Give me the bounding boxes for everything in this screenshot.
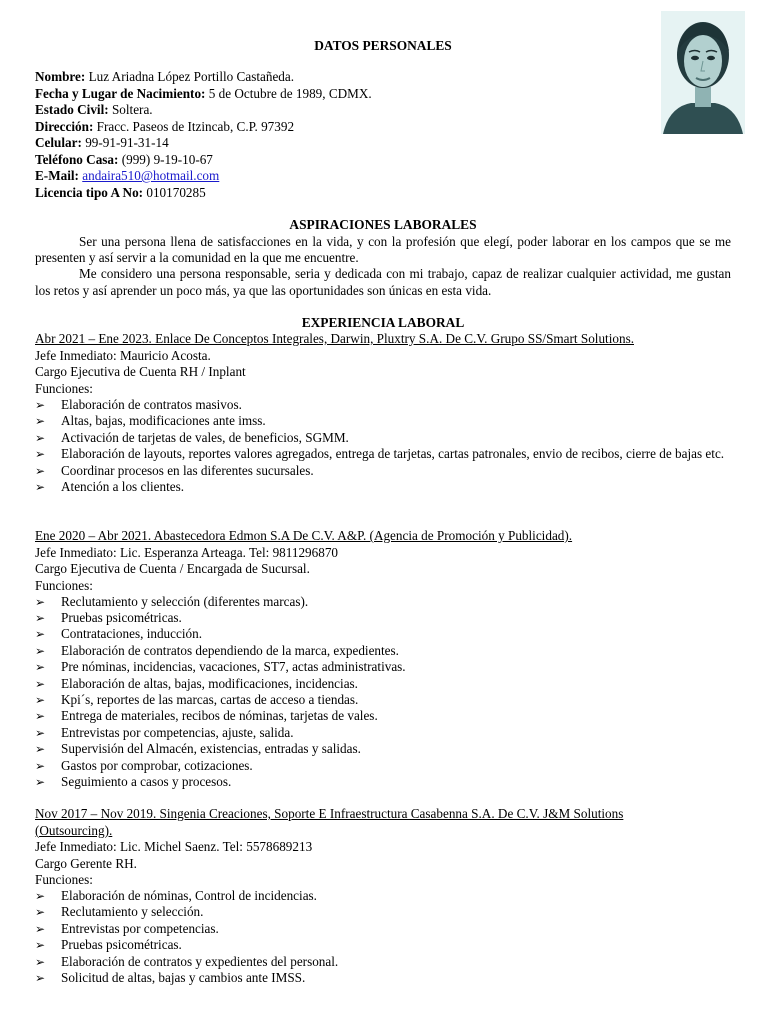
list-item: ➢ Elaboración de altas, bajas, modificaciones, incidencias.: [35, 675, 358, 691]
field-label: Nombre:: [35, 69, 86, 84]
aspiration-paragraph: Me considero una persona responsable, seria y dedicada con mi trabajo, capaz de realizar cualquier actividad, me gustan los retos y así aprender un poco más, ya que las oportunidades son únicas en esta vida.: [35, 266, 731, 298]
arrow-bullet-icon: ➢: [35, 610, 46, 625]
arrow-bullet-icon: ➢: [35, 594, 46, 609]
field-label: Teléfono Casa:: [35, 151, 119, 167]
arrow-bullet-icon: ➢: [35, 627, 46, 642]
email-link[interactable]: andaira510@hotmail.com: [82, 168, 220, 183]
section-title-experience: EXPERIENCIA LABORAL: [301, 315, 465, 330]
job-boss: Jefe Inmediato: Lic. Esperanza Arteaga. Tel: 9811296870: [35, 544, 339, 560]
field-label: E-Mail:: [35, 168, 79, 183]
profile-photo: [661, 11, 745, 134]
field-name: [35, 69, 294, 85]
job-header: Nov 2017 – Nov 2019. Singenia Creaciones, Soporte E Infraestructura Casabenna S.A. De C.V. J&M Solutions: [35, 806, 624, 821]
list-item: ➢ Elaboración de layouts, reportes valores agregados, entrega de tarjetas, cartas patronales, envio de recibos, cierre de bajas etc.: [35, 446, 725, 462]
field-value: 010170285: [143, 184, 206, 200]
arrow-bullet-icon: ➢: [35, 905, 46, 920]
list-item: ➢ Coordinar procesos en las diferentes sucursales.: [35, 462, 314, 478]
field-label: Fecha y Lugar de Nacimiento:: [35, 85, 206, 101]
list-item: ➢ Reclutamiento y selección (diferentes marcas).: [35, 593, 309, 609]
job-functions-list: [35, 594, 731, 791]
arrow-bullet-icon: ➢: [35, 692, 46, 707]
field-value: Luz Ariadna López Portillo Castañeda.: [85, 69, 295, 84]
arrow-bullet-icon: ➢: [35, 742, 46, 757]
field-value: 5 de Octubre de 1989, CDMX.: [205, 85, 372, 101]
list-item: ➢ Entrega de materiales, recibos de nóminas, tarjetas de vales.: [35, 708, 378, 724]
job-role: Cargo Ejecutiva de Cuenta RH / Inplant: [35, 364, 246, 379]
field-license: [35, 185, 206, 201]
field-label: Celular:: [35, 135, 82, 150]
list-item: ➢ Kpi´s, reportes de las marcas, cartas de acceso a tiendas.: [35, 691, 359, 707]
arrow-bullet-icon: ➢: [35, 430, 46, 445]
list-item: ➢ Entrevistas por competencias, ajuste, salida.: [35, 724, 294, 740]
section-title-personal: DATOS PERSONALES: [314, 38, 452, 53]
list-item: ➢ Pruebas psicométricas.: [35, 937, 182, 953]
arrow-bullet-icon: ➢: [35, 660, 46, 675]
job-functions-list: [35, 397, 731, 495]
field-home-phone: [35, 152, 213, 168]
job-functions-label: Funciones:: [35, 577, 93, 593]
arrow-bullet-icon: ➢: [35, 938, 46, 953]
list-item: ➢ Solicitud de altas, bajas y cambios ante IMSS.: [35, 970, 306, 986]
arrow-bullet-icon: ➢: [35, 447, 46, 462]
section-title-aspirations: ASPIRACIONES LABORALES: [289, 217, 477, 232]
arrow-bullet-icon: ➢: [35, 774, 46, 789]
list-item: ➢ Activación de tarjetas de vales, de beneficios, SGMM.: [35, 429, 349, 445]
field-label: Estado Civil:: [35, 102, 109, 117]
field-email: [35, 168, 219, 184]
list-item: ➢ Elaboración de contratos dependiendo de la marca, expedientes.: [35, 642, 399, 658]
field-label: Dirección:: [35, 118, 94, 134]
job-functions-label: Funciones:: [35, 380, 93, 396]
field-value: Fracc. Paseos de Itzincab, C.P. 97392: [93, 118, 295, 134]
arrow-bullet-icon: ➢: [35, 709, 46, 724]
list-item: ➢ Elaboración de nóminas, Control de incidencias.: [35, 888, 317, 903]
list-item: ➢ Entrevistas por competencias.: [35, 920, 219, 936]
arrow-bullet-icon: ➢: [35, 725, 46, 740]
field-value: (999) 9-19-10-67: [118, 151, 213, 167]
list-item: ➢ Pruebas psicométricas.: [35, 609, 182, 625]
list-item: ➢ Altas, bajas, modificaciones ante imss.: [35, 413, 266, 429]
job-role: Cargo Ejecutiva de Cuenta / Encargada de Sucursal.: [35, 561, 310, 576]
arrow-bullet-icon: ➢: [35, 398, 46, 412]
list-item: ➢ Gastos por comprobar, cotizaciones.: [35, 757, 253, 773]
arrow-bullet-icon: ➢: [35, 463, 46, 478]
list-item: ➢ Supervisión del Almacén, existencias, entradas y salidas.: [35, 741, 361, 757]
list-item: ➢ Atención a los clientes.: [35, 479, 185, 495]
portrait-image: [661, 11, 745, 134]
arrow-bullet-icon: ➢: [35, 889, 46, 903]
arrow-bullet-icon: ➢: [35, 480, 46, 495]
field-birth: [35, 86, 372, 102]
arrow-bullet-icon: ➢: [35, 971, 46, 986]
job-header: Ene 2020 – Abr 2021. Abastecedora Edmon S.A De C.V. A&P. (Agencia de Promoción y Publicidad).: [35, 528, 573, 543]
job-header: Abr 2021 – Ene 2023. Enlace De Conceptos Integrales, Darwin, Pluxtry S.A. De C.V. Grupo SS/Smart Solutions.: [35, 331, 634, 346]
arrow-bullet-icon: ➢: [35, 758, 46, 773]
arrow-bullet-icon: ➢: [35, 921, 46, 936]
field-cellphone: [35, 135, 169, 151]
arrow-bullet-icon: ➢: [35, 954, 46, 969]
job-boss: Jefe Inmediato: Lic. Michel Saenz. Tel: 5578689213: [35, 839, 313, 854]
list-item: ➢ Elaboración de contratos masivos.: [35, 397, 242, 412]
field-label: Licencia tipo A No:: [35, 184, 144, 200]
list-item: ➢ Seguimiento a casos y procesos.: [35, 773, 232, 789]
list-item: ➢ Elaboración de contratos y expedientes del personal.: [35, 953, 339, 969]
arrow-bullet-icon: ➢: [35, 676, 46, 691]
field-address: [35, 119, 294, 135]
job-role: Cargo Gerente RH.: [35, 855, 137, 871]
job-boss: Jefe Inmediato: Mauricio Acosta.: [35, 347, 211, 363]
field-civil-status: [35, 102, 153, 118]
field-value: 99-91-91-31-14: [81, 135, 169, 150]
list-item: ➢ Pre nóminas, incidencias, vacaciones, ST7, actas administrativas.: [35, 659, 406, 675]
field-value: Soltera.: [108, 102, 153, 117]
arrow-bullet-icon: ➢: [35, 643, 46, 658]
aspiration-paragraph: Ser una persona llena de satisfacciones en la vida, y con la profesión que elegí, poder laborar en los campos que se me presenten y así servir a la comunidad en la que me encuentre.: [35, 233, 731, 265]
job-functions-label: Funciones:: [35, 872, 93, 887]
arrow-bullet-icon: ➢: [35, 414, 46, 429]
list-item: ➢ Reclutamiento y selección.: [35, 904, 204, 920]
job-header-continued: (Outsourcing).: [35, 822, 113, 838]
job-functions-list: [35, 888, 731, 986]
list-item: ➢ Contrataciones, inducción.: [35, 626, 202, 642]
